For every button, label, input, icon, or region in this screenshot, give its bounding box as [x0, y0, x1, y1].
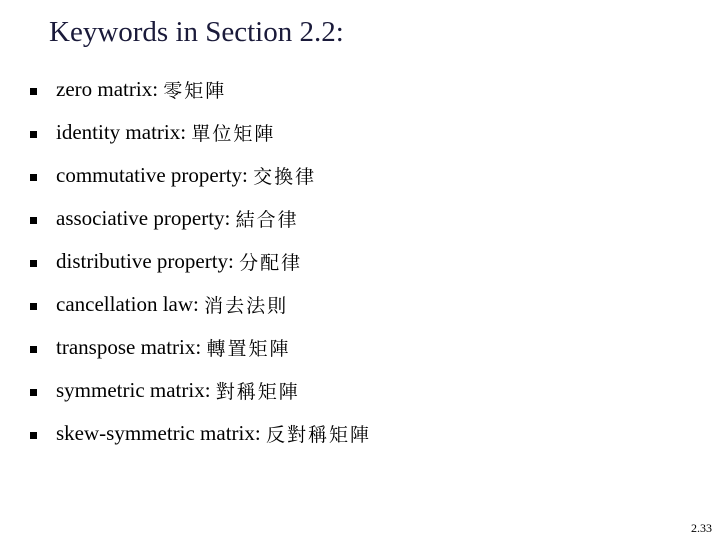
slide-title: Keywords in Section 2.2:: [49, 16, 344, 48]
square-bullet-icon: [30, 303, 37, 310]
page-number: 2.33: [691, 521, 712, 535]
square-bullet-icon: [30, 217, 37, 224]
square-bullet-icon: [30, 174, 37, 181]
square-bullet-icon: [30, 389, 37, 396]
keyword-translation: 結合律: [235, 209, 299, 231]
keyword-term: transpose matrix:: [56, 335, 202, 359]
square-bullet-icon: [30, 346, 37, 353]
keyword-term: commutative property:: [56, 163, 248, 187]
list-item: [30, 369, 690, 412]
square-bullet-icon: [30, 131, 37, 138]
keyword-translation: 反對稱矩陣: [265, 424, 371, 446]
list-item: [30, 326, 690, 369]
keyword-translation: 消去法則: [204, 295, 289, 317]
keyword-term: associative property:: [56, 206, 231, 230]
keyword-list: [30, 68, 690, 455]
square-bullet-icon: [30, 88, 37, 95]
list-item: [30, 154, 690, 197]
square-bullet-icon: [30, 260, 37, 267]
keyword-term: distributive property:: [56, 249, 234, 273]
keyword-term: cancellation law:: [56, 292, 199, 316]
square-bullet-icon: [30, 432, 37, 439]
list-item: [30, 283, 690, 326]
keyword-translation: 單位矩陣: [191, 123, 276, 145]
keyword-translation: 分配律: [239, 252, 303, 274]
list-item: [30, 197, 690, 240]
keyword-translation: 零矩陣: [163, 80, 227, 102]
keyword-translation: 轉置矩陣: [206, 338, 291, 360]
keyword-term: symmetric matrix:: [56, 378, 211, 402]
keyword-translation: 交換律: [253, 166, 317, 188]
keyword-translation: 對稱矩陣: [215, 381, 300, 403]
list-item: [30, 68, 690, 111]
keyword-term: zero matrix:: [56, 77, 159, 101]
list-item: [30, 111, 690, 154]
list-item: [30, 240, 690, 283]
keyword-term: skew-symmetric matrix:: [56, 421, 261, 445]
keyword-term: identity matrix:: [56, 120, 187, 144]
list-item: [30, 412, 690, 455]
